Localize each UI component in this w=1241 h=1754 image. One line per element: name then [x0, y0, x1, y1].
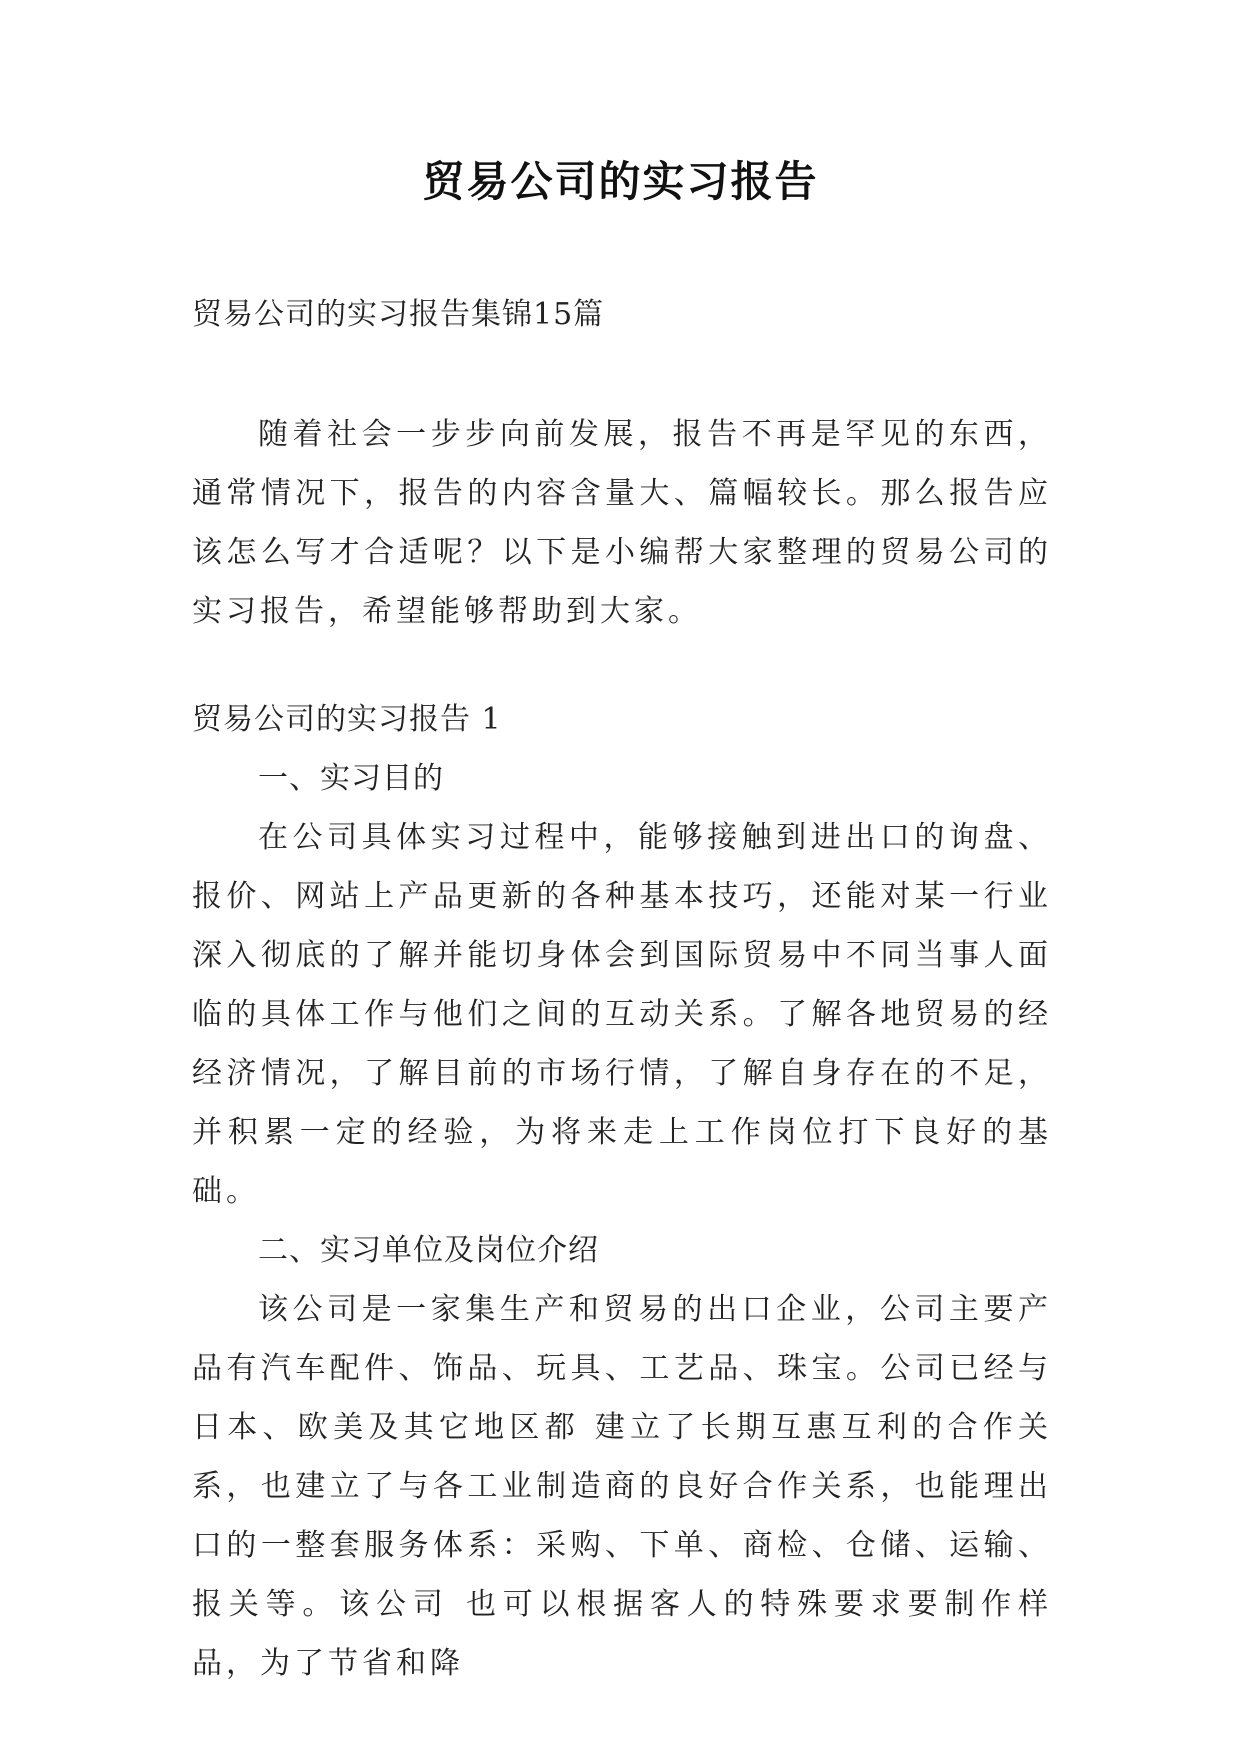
section-heading-purpose: 一、实习目的 — [258, 761, 444, 796]
paragraph-company: 该公司是一家集生产和贸易的出口企业，公司主要产品有汽车配件、饰品、玩具、工艺品、珠宝。公司已经与日本、欧美及其它地区都 建立了长期互惠互利的合作关系，也建立了与各工业制造商的良好合作关系，也能理出口的一整套服务体系：采购、下单、商检、仓储、运输、报关等。该公司 也可以根据客人的特殊要求要制作样品，为了节省和降 — [192, 1292, 1052, 1681]
document-title: 贸易公司的实习报告 — [422, 157, 819, 206]
section-heading-company: 二、实习单位及岗位介绍 — [258, 1233, 599, 1268]
intro-paragraph: 随着社会一步步向前发展，报告不再是罕见的东西，通常情况下，报告的内容含量大、篇幅较长。那么报告应该怎么写才合适呢？以下是小编帮大家整理的贸易公司的实习报告，希望能够帮助到大家。 — [192, 417, 1052, 629]
intro-block — [192, 405, 1052, 641]
document-subtitle: 贸易公司的实习报告集锦15篇 — [192, 297, 605, 332]
report-body — [192, 690, 1052, 1693]
paragraph-purpose: 在公司具体实习过程中，能够接触到进出口的询盘、报价、网站上产品更新的各种基本技巧，还能对某一行业深入彻底的了解并能切身体会到国际贸易中不同当事人面临的具体工作与他们之间的互动关系。了解各地贸易的经经济情况，了解目前的市场行情，了解自身存在的不足，并积累一定的经验，为将来走上工作岗位打下良好的基础。 — [192, 820, 1052, 1209]
section-title: 贸易公司的实习报告 1 — [192, 702, 502, 737]
